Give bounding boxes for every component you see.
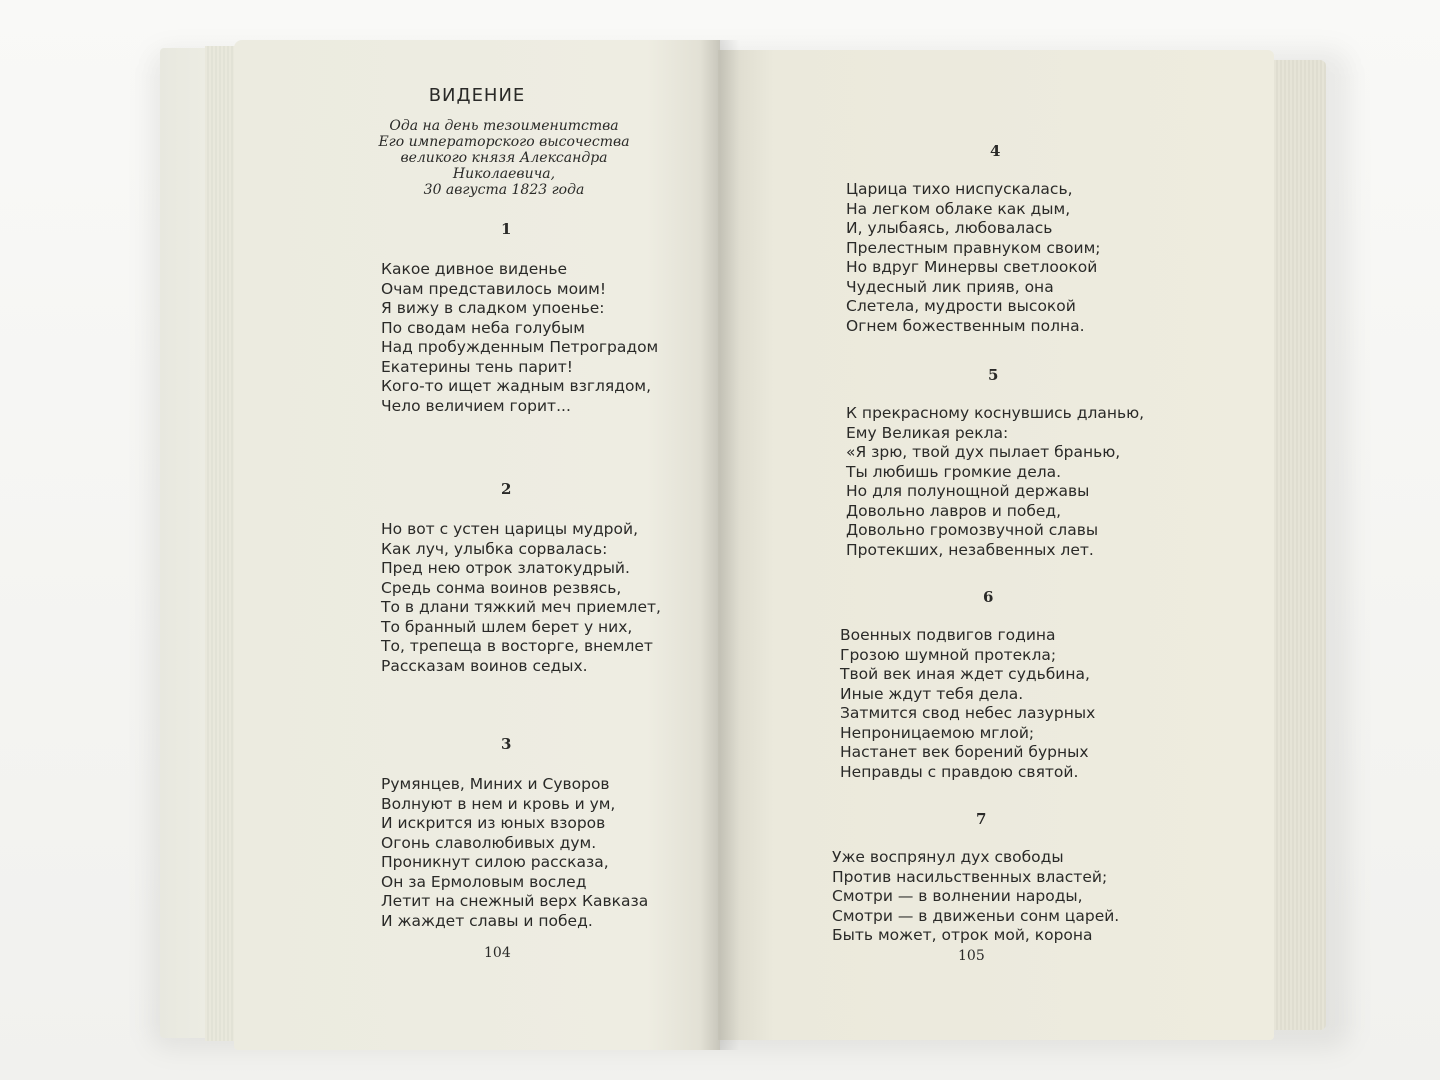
- verse-line: То в длани тяжкий меч приемлет,: [381, 598, 661, 616]
- verse-line: И, улыбаясь, любовалась: [846, 219, 1053, 237]
- verse-line: Но вдруг Минервы светлоокой: [846, 258, 1098, 276]
- verse-line: Очам представилось моим!: [381, 279, 607, 298]
- verse-line: Чудесный лик прияв, она: [846, 277, 1054, 296]
- verse-line: Довольно лавров и побед,: [846, 501, 1062, 520]
- stanza-number: 4: [990, 142, 1001, 160]
- verse-line: Пред нею отрок златокудрый.: [381, 559, 630, 577]
- verse-line: Над пробужденным Петроградом: [381, 338, 659, 356]
- page-number: 105: [958, 948, 985, 964]
- verse-line: Слетела, мудрости высокой: [846, 297, 1076, 315]
- page-number: 104: [484, 945, 511, 961]
- verse-line: Огонь славолюбивых дум.: [381, 833, 597, 852]
- poem-title: ВИДЕНИЕ: [428, 85, 526, 106]
- stanza-1: [381, 260, 658, 416]
- verse-line: То бранный шлем берет у них,: [381, 617, 633, 636]
- verse-line: Довольно громозвучной славы: [846, 521, 1099, 539]
- verse-line: К прекрасному коснувшись дланью,: [846, 404, 1145, 422]
- stanza-6: [840, 626, 1095, 782]
- verse-line: Против насильственных властей;: [832, 867, 1108, 886]
- verse-line: Ему Великая рекла:: [846, 423, 1009, 442]
- verse-line: Я вижу в сладком упоенье:: [381, 299, 605, 317]
- poem-dedication: [354, 118, 654, 198]
- verse-line: Екатерины тень парит!: [381, 357, 573, 376]
- verse-line: Военных подвигов година: [840, 626, 1056, 644]
- dedication-line: Ода на день тезоименитства: [389, 118, 619, 134]
- stanza-3: [381, 775, 648, 931]
- stanza-2: [381, 520, 661, 676]
- verse-line: Какое дивное виденье: [381, 260, 568, 278]
- verse-line: «Я зрю, твой дух пылает бранью,: [846, 443, 1121, 461]
- verse-line: Чело величием горит...: [381, 396, 571, 415]
- verse-line: Он за Ермоловым вослед: [381, 872, 587, 891]
- verse-line: На легком облаке как дым,: [846, 199, 1071, 218]
- verse-line: То, трепеща в восторге, внемлет: [381, 637, 653, 655]
- verse-line: Проникнут силою рассказа,: [381, 853, 609, 871]
- dedication-line: 30 августа 1823 года: [423, 182, 585, 198]
- verse-line: Как луч, улыбка сорвалась:: [381, 539, 608, 558]
- verse-line: Смотри — в движеньи сонм царей.: [832, 906, 1120, 925]
- verse-line: Румянцев, Миних и Суворов: [381, 775, 610, 793]
- page-edges-right: [1266, 60, 1326, 1030]
- verse-line: Огнем божественным полна.: [846, 316, 1085, 335]
- verse-line: Летит на снежный верх Кавказа: [381, 892, 649, 910]
- verse-line: Но вот с устен царицы мудрой,: [381, 520, 638, 538]
- verse-line: Протекших, незабвенных лет.: [846, 540, 1094, 559]
- dedication-line: великого князя Александра Николаевича,: [400, 150, 608, 182]
- verse-line: Волнуют в нем и кровь и ум,: [381, 794, 616, 813]
- verse-line: Прелестным правнуком своим;: [846, 238, 1101, 257]
- right-page: [718, 50, 1274, 1040]
- verse-line: Быть может, отрок мой, корона: [832, 926, 1093, 944]
- verse-line: Рассказам воинов седых.: [381, 656, 588, 675]
- verse-line: Средь сонма воинов резвясь,: [381, 578, 622, 597]
- verse-line: Неправды с правдою святой.: [840, 762, 1079, 781]
- stanza-number: 5: [988, 366, 999, 384]
- verse-line: Твой век иная ждет судьбина,: [840, 665, 1090, 683]
- verse-line: И жаждет славы и побед.: [381, 911, 593, 930]
- dedication-line: Его императорского высочества: [378, 134, 630, 150]
- verse-line: Уже воспрянул дух свободы: [832, 848, 1064, 866]
- stanza-5: [846, 404, 1144, 560]
- stanza-4: [846, 180, 1101, 336]
- verse-line: Грозою шумной протекла;: [840, 645, 1057, 664]
- book-gutter: [700, 40, 740, 1050]
- verse-line: Смотри — в волнении народы,: [832, 887, 1083, 905]
- left-page: [234, 40, 720, 1050]
- verse-line: По сводам неба голубым: [381, 318, 585, 337]
- verse-line: Непроницаемою мглой;: [840, 723, 1035, 742]
- stanza-number: 3: [501, 735, 512, 753]
- stanza-number: 6: [983, 588, 994, 606]
- verse-line: Иные ждут тебя дела.: [840, 684, 1024, 703]
- verse-line: Но для полунощной державы: [846, 482, 1090, 500]
- verse-line: Затмится свод небес лазурных: [840, 704, 1096, 722]
- stanza-number: 7: [976, 810, 987, 828]
- stanza-number: 1: [501, 220, 512, 238]
- verse-line: И искрится из юных взоров: [381, 814, 606, 832]
- verse-line: Настанет век борений бурных: [840, 743, 1089, 761]
- verse-line: Царица тихо ниспускалась,: [846, 180, 1073, 198]
- verse-line: Ты любишь громкие дела.: [846, 462, 1062, 481]
- stanza-number: 2: [501, 480, 512, 498]
- stanza-7: [832, 848, 1119, 946]
- verse-line: Кого-то ищет жадным взглядом,: [381, 377, 652, 395]
